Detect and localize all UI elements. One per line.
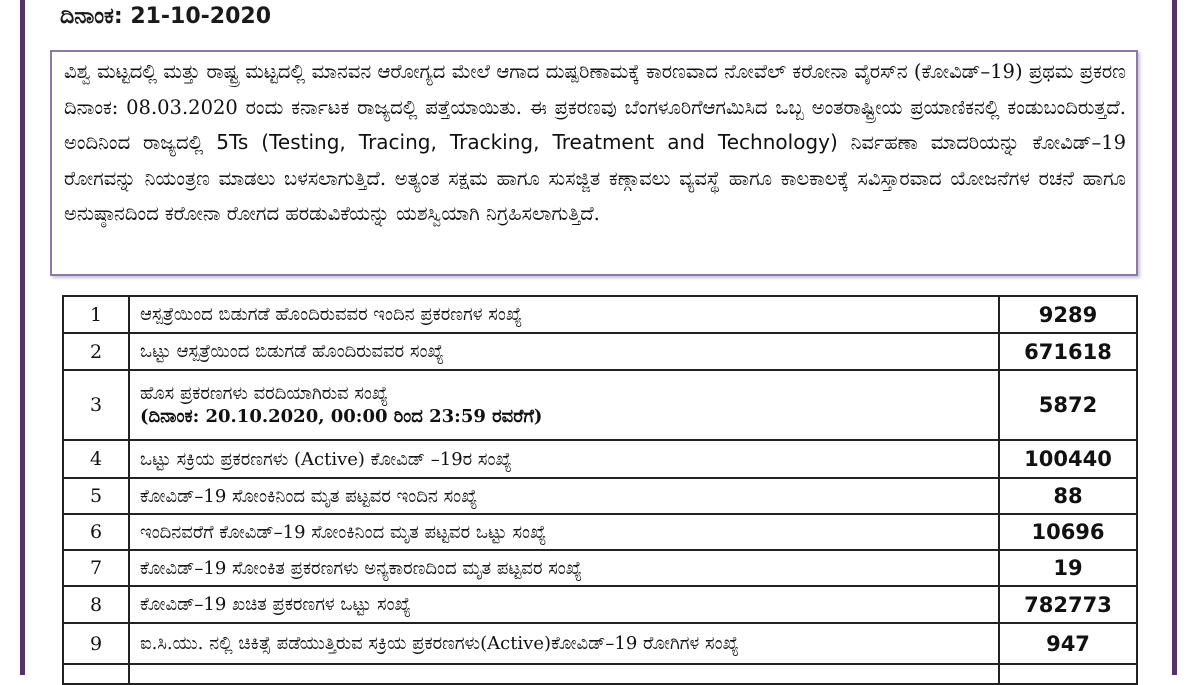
page-left-border (20, 0, 25, 675)
table-row (63, 440, 1137, 478)
page-right-border (1172, 0, 1177, 675)
table-row (63, 586, 1137, 623)
row-label-cell (129, 370, 999, 440)
table-row (63, 370, 1137, 440)
row-label: ಕೋವಿಡ್–19 ಸೋಂಕಿತ ಪ್ರಕರಣಗಳು ಅನ್ಯಕಾರಣದಿಂದ ಮೃತ ಪಟ್ಟವರ ಸಂಖ್ಯೆ (129, 550, 999, 586)
row-label: ಹೊಸ ಪ್ರಕರಣಗಳು ವರದಿಯಾಗಿರುವ ಸಂಖ್ಯೆ (140, 383, 389, 404)
row-number: 4 (63, 440, 129, 478)
row-number: 6 (63, 514, 129, 550)
row-label: ಒಟ್ಟು ಆಸ್ಪತ್ರೆಯಿಂದ ಬಿಡುಗಡೆ ಹೊಂದಿರುವವರ ಸಂಖ್ಯೆ (129, 333, 999, 370)
row-value: 5872 (999, 370, 1137, 440)
row-value (999, 664, 1137, 684)
row-value: 100440 (999, 440, 1137, 478)
row-number: 2 (63, 333, 129, 370)
row-label: ಒಟ್ಟು ಸಕ್ರಿಯ ಪ್ರಕರಣಗಳು (Active) ಕೋವಿಡ್ –19ರ ಸಂಖ್ಯೆ (129, 440, 999, 478)
row-number: 5 (63, 478, 129, 514)
row-number: 7 (63, 550, 129, 586)
row-number: 9 (63, 623, 129, 664)
row-value: 10696 (999, 514, 1137, 550)
row-label: ಆಸ್ಪತ್ರೆಯಿಂದ ಬಿಡುಗಡೆ ಹೊಂದಿರುವವರ ಇಂದಿನ ಪ್ರಕರಣಗಳ ಸಂಖ್ಯೆ (129, 296, 999, 333)
row-value: 19 (999, 550, 1137, 586)
row-label: ಕೋವಿಡ್–19 ಸೋಂಕಿನಿಂದ ಮೃತ ಪಟ್ಟವರ ಇಂದಿನ ಸಂಖ್ಯೆ (129, 478, 999, 514)
row-value: 782773 (999, 586, 1137, 623)
row-number: 3 (63, 370, 129, 440)
row-value: 671618 (999, 333, 1137, 370)
row-label (129, 664, 999, 684)
table-row (63, 478, 1137, 514)
row-number: 8 (63, 586, 129, 623)
table-row-partial (63, 664, 1137, 684)
row-label: ಕೋವಿಡ್–19 ಖಚಿತ ಪ್ರಕರಣಗಳ ಒಟ್ಟು ಸಂಖ್ಯೆ (129, 586, 999, 623)
statistics-table (62, 295, 1138, 685)
row-label: ಇಂದಿನವರೆಗೆ ಕೋವಿಡ್–19 ಸೋಂಕಿನಿಂದ ಮೃತ ಪಟ್ಟವರ ಒಟ್ಟು ಸಂಖ್ಯೆ (129, 514, 999, 550)
table-row (63, 333, 1137, 370)
table-row (63, 623, 1137, 664)
table-row (63, 514, 1137, 550)
table-row (63, 296, 1137, 333)
intro-text-part1: ವಿಶ್ವ ಮಟ್ಟದಲ್ಲಿ ಮತ್ತು ರಾಷ್ಟ್ರ ಮಟ್ಟದಲ್ಲಿ ಮಾನವನ ಆರೋಗ್ಯದ ಮೇಲೆ ಆಗಾದ ದುಷ್ಪರಿಣಾಮಕ್ಕೆ ಕಾರಣವಾದ ನೋವೆಲ್ ಕರೋನಾ ವೈರಸ್‌ನ (ಕೋವಿಡ್–19) ಪ್ರಥಮ ಪ್ರಕರಣ ದಿನಾಂಕ: 08.03.2020 ರಂದು ಕರ್ನಾಟಕ ರಾಜ್ಯದಲ್ಲಿ ಪತ್ತೆಯಾಯಿತು. ಈ ಪ್ರಕರಣವು ಬೆಂಗಳೂರಿಗೆಆಗಮಿಸಿದ ಒಬ್ಬ ಅಂತರಾಷ್ಟ್ರೀಯ ಪ್ರಯಾಣಿಕನಲ್ಲಿ ಕಂಡುಬಂದಿರುತ್ತದೆ. ಅಂದಿನಿಂದ ರಾಜ್ಯದಲ್ಲಿ (64, 60, 1126, 154)
row-value: 88 (999, 478, 1137, 514)
row-value: 947 (999, 623, 1137, 664)
date-heading: ದಿನಾಂಕ: 21-10-2020 (60, 4, 272, 29)
intro-paragraph (64, 54, 1126, 232)
row-number: 1 (63, 296, 129, 333)
intro-text-5ts: 5Ts (Testing, Tracing, Tracking, Treatment and Technology) (216, 130, 838, 154)
row-label: ಐ.ಸಿ.ಯು. ನಲ್ಲಿ ಚಿಕಿತ್ಸೆ ಪಡೆಯುತ್ತಿರುವ ಸಕ್ರಿಯ ಪ್ರಕರಣಗಳು(Active)ಕೋವಿಡ್–19 ರೋಗಿಗಳ ಸಂಖ್ಯೆ (129, 623, 999, 664)
row-number (63, 664, 129, 684)
row-value: 9289 (999, 296, 1137, 333)
table-row (63, 550, 1137, 586)
intro-box (50, 50, 1138, 276)
row-sublabel: (ದಿನಾಂಕ: 20.10.2020, 00:00 ರಿಂದ 23:59 ರವರೆಗೆ) (140, 406, 543, 427)
intro-text-part2: ನಿರ್ವಹಣಾ ಮಾದರಿಯನ್ನು ಕೋವಿಡ್–19 ರೋಗವನ್ನು ನಿಯಂತ್ರಣ ಮಾಡಲು ಬಳಸಲಾಗುತ್ತಿದೆ. ಅತ್ಯಂತ ಸಕ್ಷಮ ಹಾಗೂ ಸುಸಜ್ಜಿತ ಕಣ್ಗಾವಲು ವ್ಯವಸ್ಥೆ ಹಾಗೂ ಕಾಲಕಾಲಕ್ಕೆ ಸವಿಸ್ತಾರವಾದ ಯೋಜನೆಗಳ ರಚನೆ ಹಾಗೂ ಅನುಷ್ಠಾನದಿಂದ ಕರೋನಾ ರೋಗದ ಹರಡುವಿಕೆಯನ್ನು ಯಶಸ್ವಿಯಾಗಿ ನಿಗ್ರಹಿಸಲಾಗುತ್ತಿದೆ. (64, 131, 1127, 225)
